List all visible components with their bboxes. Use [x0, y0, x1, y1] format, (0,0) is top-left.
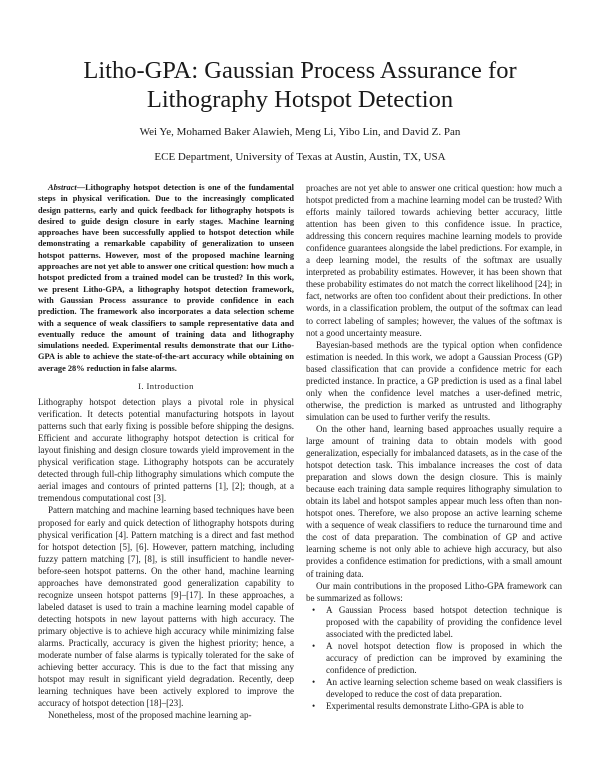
contribution-text-4: Experimental results demonstrate Litho-GPA is able to: [326, 701, 524, 712]
contribution-list: [306, 604, 562, 712]
contributions-intro: Our main contributions in the proposed Litho-GPA framework can be summarized as follows:: [306, 580, 562, 603]
paper-title: [40, 56, 560, 114]
contribution-text-3: An active learning selection scheme based on weak classifiers is developed to reduce the cost of data preparation.: [326, 676, 562, 699]
intro-paragraph-1: Lithography hotspot detection plays a pivotal role in physical verification. It detects potential manufacturing hotspots in layout patterns such that early fixing is possible before shipping the designs. Efficient and accurate lithography hotspot detection is critical for layout finishing and design closure towards yield improvement in the physical verification stage. Lithography hotspots can be accurately detected through full-chip lithography simulations which compute the aerial images and contours of printed patterns [1], [2]; though, at a tremendous computational cost [3].: [38, 397, 294, 504]
left-column: [38, 182, 294, 721]
title-line-1: Litho-GPA: Gaussian Process Assurance for: [83, 57, 517, 84]
contribution-text-1: A Gaussian Process based hotspot detection technique is proposed with the capability of providing the confidence level associated with the predicted label.: [326, 604, 562, 639]
contribution-text-2: A novel hotspot detection flow is proposed in which the accuracy of prediction can be improved by examining the confidence of prediction.: [326, 640, 562, 675]
list-item: [312, 640, 562, 676]
bullet-icon: •: [312, 676, 316, 687]
abstract-label: Abstract: [48, 183, 77, 192]
abstract-text: —Lithography hotspot detection is one of the fundamental steps in physical verification. Due to the increasingly complicated design patterns, early and quick feedback for lithography hotspots is desired to guide design closure in early stages. Machine learning approaches have been successfully applied to hotspot detection while demonstrating a remarkable capability of generalization to unseen hotspot patterns. However, most of the proposed machine learning approaches are not yet able to answer one critical question: how much a hotspot predicted from a trained model can be trusted? In this work, we present Litho-GPA, a lithography hotspot detection framework, with Gaussian Process assurance to provide confidence in each prediction. The framework also incorporates a data selection scheme with a sequence of weak classifiers to sample representative data and eventually reduce the amount of training data and lithography simulations needed. Experimental results demonstrate that our Litho-GPA is able to achieve the state-of-the-art accuracy while obtaining on average 28% reduction in false alarms.: [38, 183, 294, 373]
author-list: Wei Ye, Mohamed Baker Alawieh, Meng Li, Yibo Lin, and David Z. Pan: [139, 126, 461, 138]
list-item: [312, 700, 562, 712]
intro-paragraph-4: Bayesian-based methods are the typical option when confidence estimation is needed. In this work, we adopt a Gaussian Process (GP) based classification that can provide a confidence metric for each predicted instance. In practice, a GP prediction is used as a final label only when the confidence level matches a user-defined metric, otherwise, the prediction is marked as untrusted and lithography simulation can be used to further verify the results.: [306, 339, 562, 422]
list-item: [312, 604, 562, 640]
title-line-2: Lithography Hotspot Detection: [146, 86, 454, 113]
bullet-icon: •: [312, 604, 316, 615]
bullet-icon: •: [312, 640, 316, 651]
right-column: [306, 182, 562, 712]
intro-paragraph-5: On the other hand, learning based approaches usually require a large amount of training data to obtain models with good generalization, especially for imbalanced datasets, as in the case of the hotspot detection task. This imbalance increases the cost of data preparation and slows down the design closure. This is mainly because each training data sample requires lithography simulation to obtain its label and hotspot samples appear much less often than non-hotspot ones. Therefore, we also propose an active learning scheme with a sequence of weak classifiers to reduce the turnaround time and the cost of data preparation. The combination of GP and active learning scheme is not only able to achieve high accuracy, but also provides a confidence estimation for predictions, with a small amount of training data.: [306, 423, 562, 579]
affiliation: ECE Department, University of Texas at Austin, Austin, TX, USA: [154, 151, 446, 163]
intro-paragraph-3-continued: proaches are not yet able to answer one critical question: how much a hotspot predicted from a machine learning model can be trusted? With efforts mainly tailored towards achieving better accuracy, little attention has been given to this confidence issue. In practice, addressing this concern requires machine learning models to provide confidence guarantees alongside the label predictions. For example, in a deep learning model, the results of the softmax are usually interpreted as probability estimates. However, it has been shown that these probability estimates do not match the correct likelihood [24]; in fact, networks are often too confident about their predictions. In other words, in a classification problem, the output of the softmax can lead to correct labeling of samples; however, the values of the softmax is not a good uncertainty measure.: [306, 183, 562, 338]
intro-paragraph-2: Pattern matching and machine learning based techniques have been proposed for early and quick detection of lithography hotspots during physical verification [4]. Pattern matching is a direct and fast method for hotspot detection [5], [6]. However, pattern matching, including fuzzy pattern matching [7], [8], is still insufficient to handle never-before-seen hotspot patterns. On the other hand, machine learning approaches have demonstrated good generalization capability to recognize unseen hotspot patterns [9]–[17]. In these approaches, a labeled dataset is used to train a machine learning model capable of detecting hotspots in new layout patterns with high accuracy. The primary objective is to achieve high accuracy while minimizing false alarms. Practically, accuracy is given the highest priority; hence, a moderate number of false alarms is typically tolerated for the sake of achieving better accuracy. This is due to the fact that missing any hotspot may result in significant yield degradation. Recently, deep learning techniques have been actively explored to improve the accuracy of hotspot detection [18]–[23].: [38, 505, 294, 709]
bullet-icon: •: [312, 701, 316, 712]
intro-paragraph-3: Nonetheless, most of the proposed machine learning ap-: [48, 710, 252, 721]
abstract: [38, 182, 294, 374]
section-heading-introduction: I. Introduction: [138, 381, 194, 392]
list-item: [312, 676, 562, 700]
